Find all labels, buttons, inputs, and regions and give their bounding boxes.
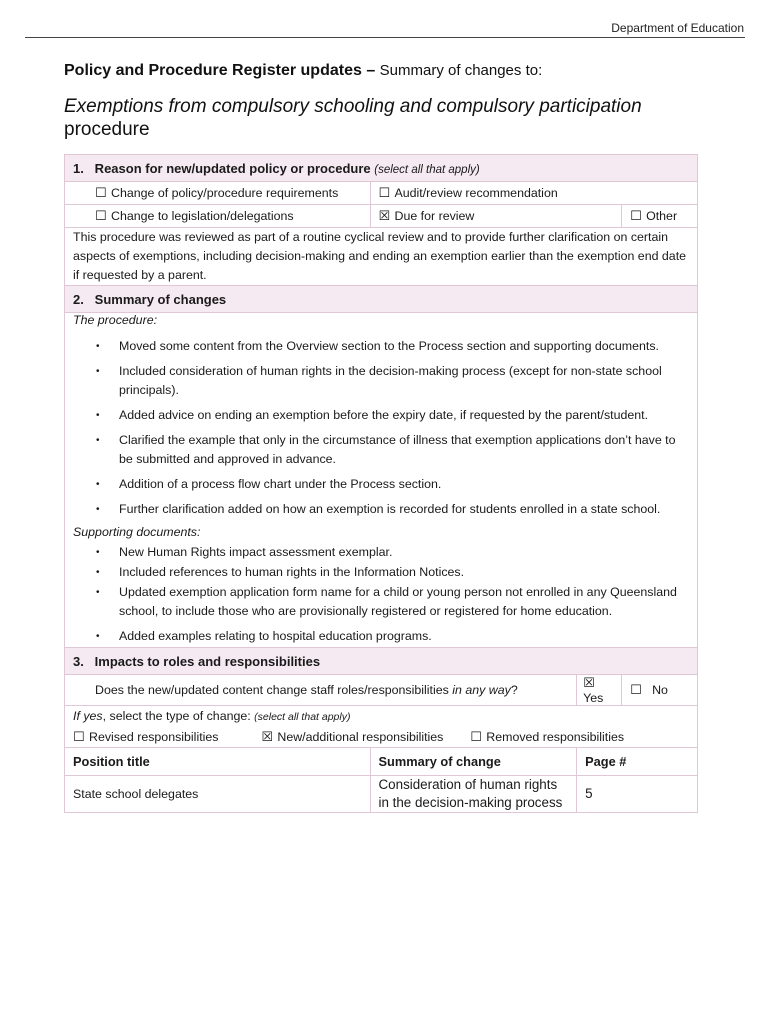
type-label: New/additional responsibilities <box>277 730 444 744</box>
option-other[interactable] <box>622 205 698 228</box>
reason-text: This procedure was reviewed as part of a routine cyclical review and to provide further clarification on certain aspects of exemptions, including decision-making and ending an exemption earlier than the exemption end date if requested by a parent. <box>65 228 698 286</box>
section-3-heading: 3. Impacts to roles and responsibilities <box>65 648 698 675</box>
type-revised[interactable] <box>73 730 218 744</box>
checkbox-icon[interactable]: ☐ <box>378 185 391 200</box>
impact-question <box>65 675 577 706</box>
reason-row-2 <box>65 205 698 228</box>
procedure-title <box>64 95 714 141</box>
checkbox-icon[interactable]: ☐ <box>630 208 642 223</box>
type-label: Revised responsibilities <box>89 730 219 744</box>
option-change-policy[interactable] <box>65 182 371 205</box>
position-cell: State school delegates <box>65 776 371 813</box>
list-item: • Clarified the example that only in the circumstance of illness that exemption applications don’t have to be submitted and approved in advance. <box>119 431 689 469</box>
question-text: Does the new/updated content change staff roles/responsibilities <box>95 683 449 697</box>
roles-table-header <box>65 748 698 776</box>
supporting-label: Supporting documents: <box>73 525 201 539</box>
section-3-header <box>65 648 698 675</box>
checkbox-icon[interactable]: ☐ <box>95 185 107 200</box>
ifyes-text: , select the type of change: <box>102 709 251 723</box>
list-item: • Moved some content from the Overview section to the Process section and supporting documents. <box>119 337 689 356</box>
type-label: Removed responsibilities <box>486 730 625 744</box>
option-label: Change to legislation/delegations <box>111 209 294 223</box>
register-title-bold: Policy and Procedure Register updates – <box>64 62 376 79</box>
list-item: • Addition of a process flow chart under the Process section. <box>119 475 689 494</box>
ifyes-label: If yes <box>73 709 103 723</box>
option-due-for-review[interactable] <box>370 205 622 228</box>
summary-cell: Consideration of human rights in the decision-making process <box>370 776 577 813</box>
header-rule <box>25 37 745 38</box>
checkbox-icon[interactable]: ☐ <box>95 208 107 223</box>
impact-question-row <box>65 675 698 706</box>
option-legislation[interactable] <box>65 205 371 228</box>
change-type-options <box>73 727 689 747</box>
column-header: Page # <box>577 748 698 776</box>
answer-label: No <box>652 683 668 697</box>
section-1-note: (select all that apply) <box>374 163 480 176</box>
list-item: • Included consideration of human rights in the decision-making process (except for non-state school principals). <box>119 362 689 400</box>
section-1-heading: 1. Reason for new/updated policy or procedure <box>73 160 371 176</box>
list-item: • Further clarification added on how an exemption is recorded for students enrolled in a state school. <box>119 500 689 519</box>
checkbox-icon[interactable]: ☐ <box>630 682 642 697</box>
column-header: Summary of change <box>370 748 577 776</box>
section-1-header <box>65 155 698 182</box>
option-label: Other <box>646 209 678 223</box>
checkbox-icon[interactable]: ☐ <box>73 729 85 744</box>
list-item: • Added examples relating to hospital education programs. <box>119 627 689 646</box>
question-mark: ? <box>510 683 518 697</box>
checkbox-checked-icon[interactable]: ☒ <box>378 208 391 223</box>
list-item: • New Human Rights impact assessment exemplar. <box>119 543 689 562</box>
list-item: • Added advice on ending an exemption before the expiry date, if requested by the parent/student. <box>119 406 689 425</box>
checkbox-checked-icon[interactable]: ☒ <box>583 675 595 690</box>
procedure-title-italic: Exemptions from compulsory schooling and compulsory participation <box>64 96 642 117</box>
page-cell: 5 <box>577 776 698 813</box>
register-title-sub: Summary of changes to: <box>379 62 543 79</box>
list-item: • Included references to human rights in the Information Notices. <box>119 563 689 582</box>
register-title <box>64 62 542 80</box>
option-label: Change of policy/procedure requirements <box>111 186 339 200</box>
list-item: • Updated exemption application form name for a child or young person not enrolled in any Queensland school, to include those who are provisionally registered or registered for home education. <box>119 583 689 621</box>
type-new[interactable] <box>261 730 443 744</box>
section-2-header <box>65 286 698 313</box>
department-name: Department of Education <box>611 21 744 35</box>
answer-yes[interactable] <box>577 675 622 706</box>
answer-no[interactable] <box>622 675 698 706</box>
question-emphasis: in any way <box>452 683 511 697</box>
change-type-row <box>65 706 698 748</box>
summary-table <box>64 154 698 813</box>
section-2-heading: 2. Summary of changes <box>65 286 698 313</box>
procedure-label: The procedure: <box>73 313 158 327</box>
option-label: Audit/review recommendation <box>394 186 558 200</box>
supporting-list <box>73 543 689 646</box>
reason-row-1 <box>65 182 698 205</box>
procedure-title-normal: procedure <box>64 119 150 140</box>
change-type-prompt <box>73 706 689 727</box>
procedure-list <box>73 337 689 519</box>
table-row <box>65 776 698 813</box>
type-removed[interactable] <box>470 730 624 744</box>
column-header: Position title <box>65 748 371 776</box>
summary-content-row <box>65 313 698 648</box>
checkbox-checked-icon[interactable]: ☒ <box>261 729 274 744</box>
option-label: Due for review <box>394 209 475 223</box>
option-audit[interactable] <box>370 182 698 205</box>
ifyes-note: (select all that apply) <box>254 711 351 723</box>
checkbox-icon[interactable]: ☐ <box>470 729 482 744</box>
answer-label: Yes <box>583 691 604 705</box>
reason-text-row <box>65 228 698 286</box>
